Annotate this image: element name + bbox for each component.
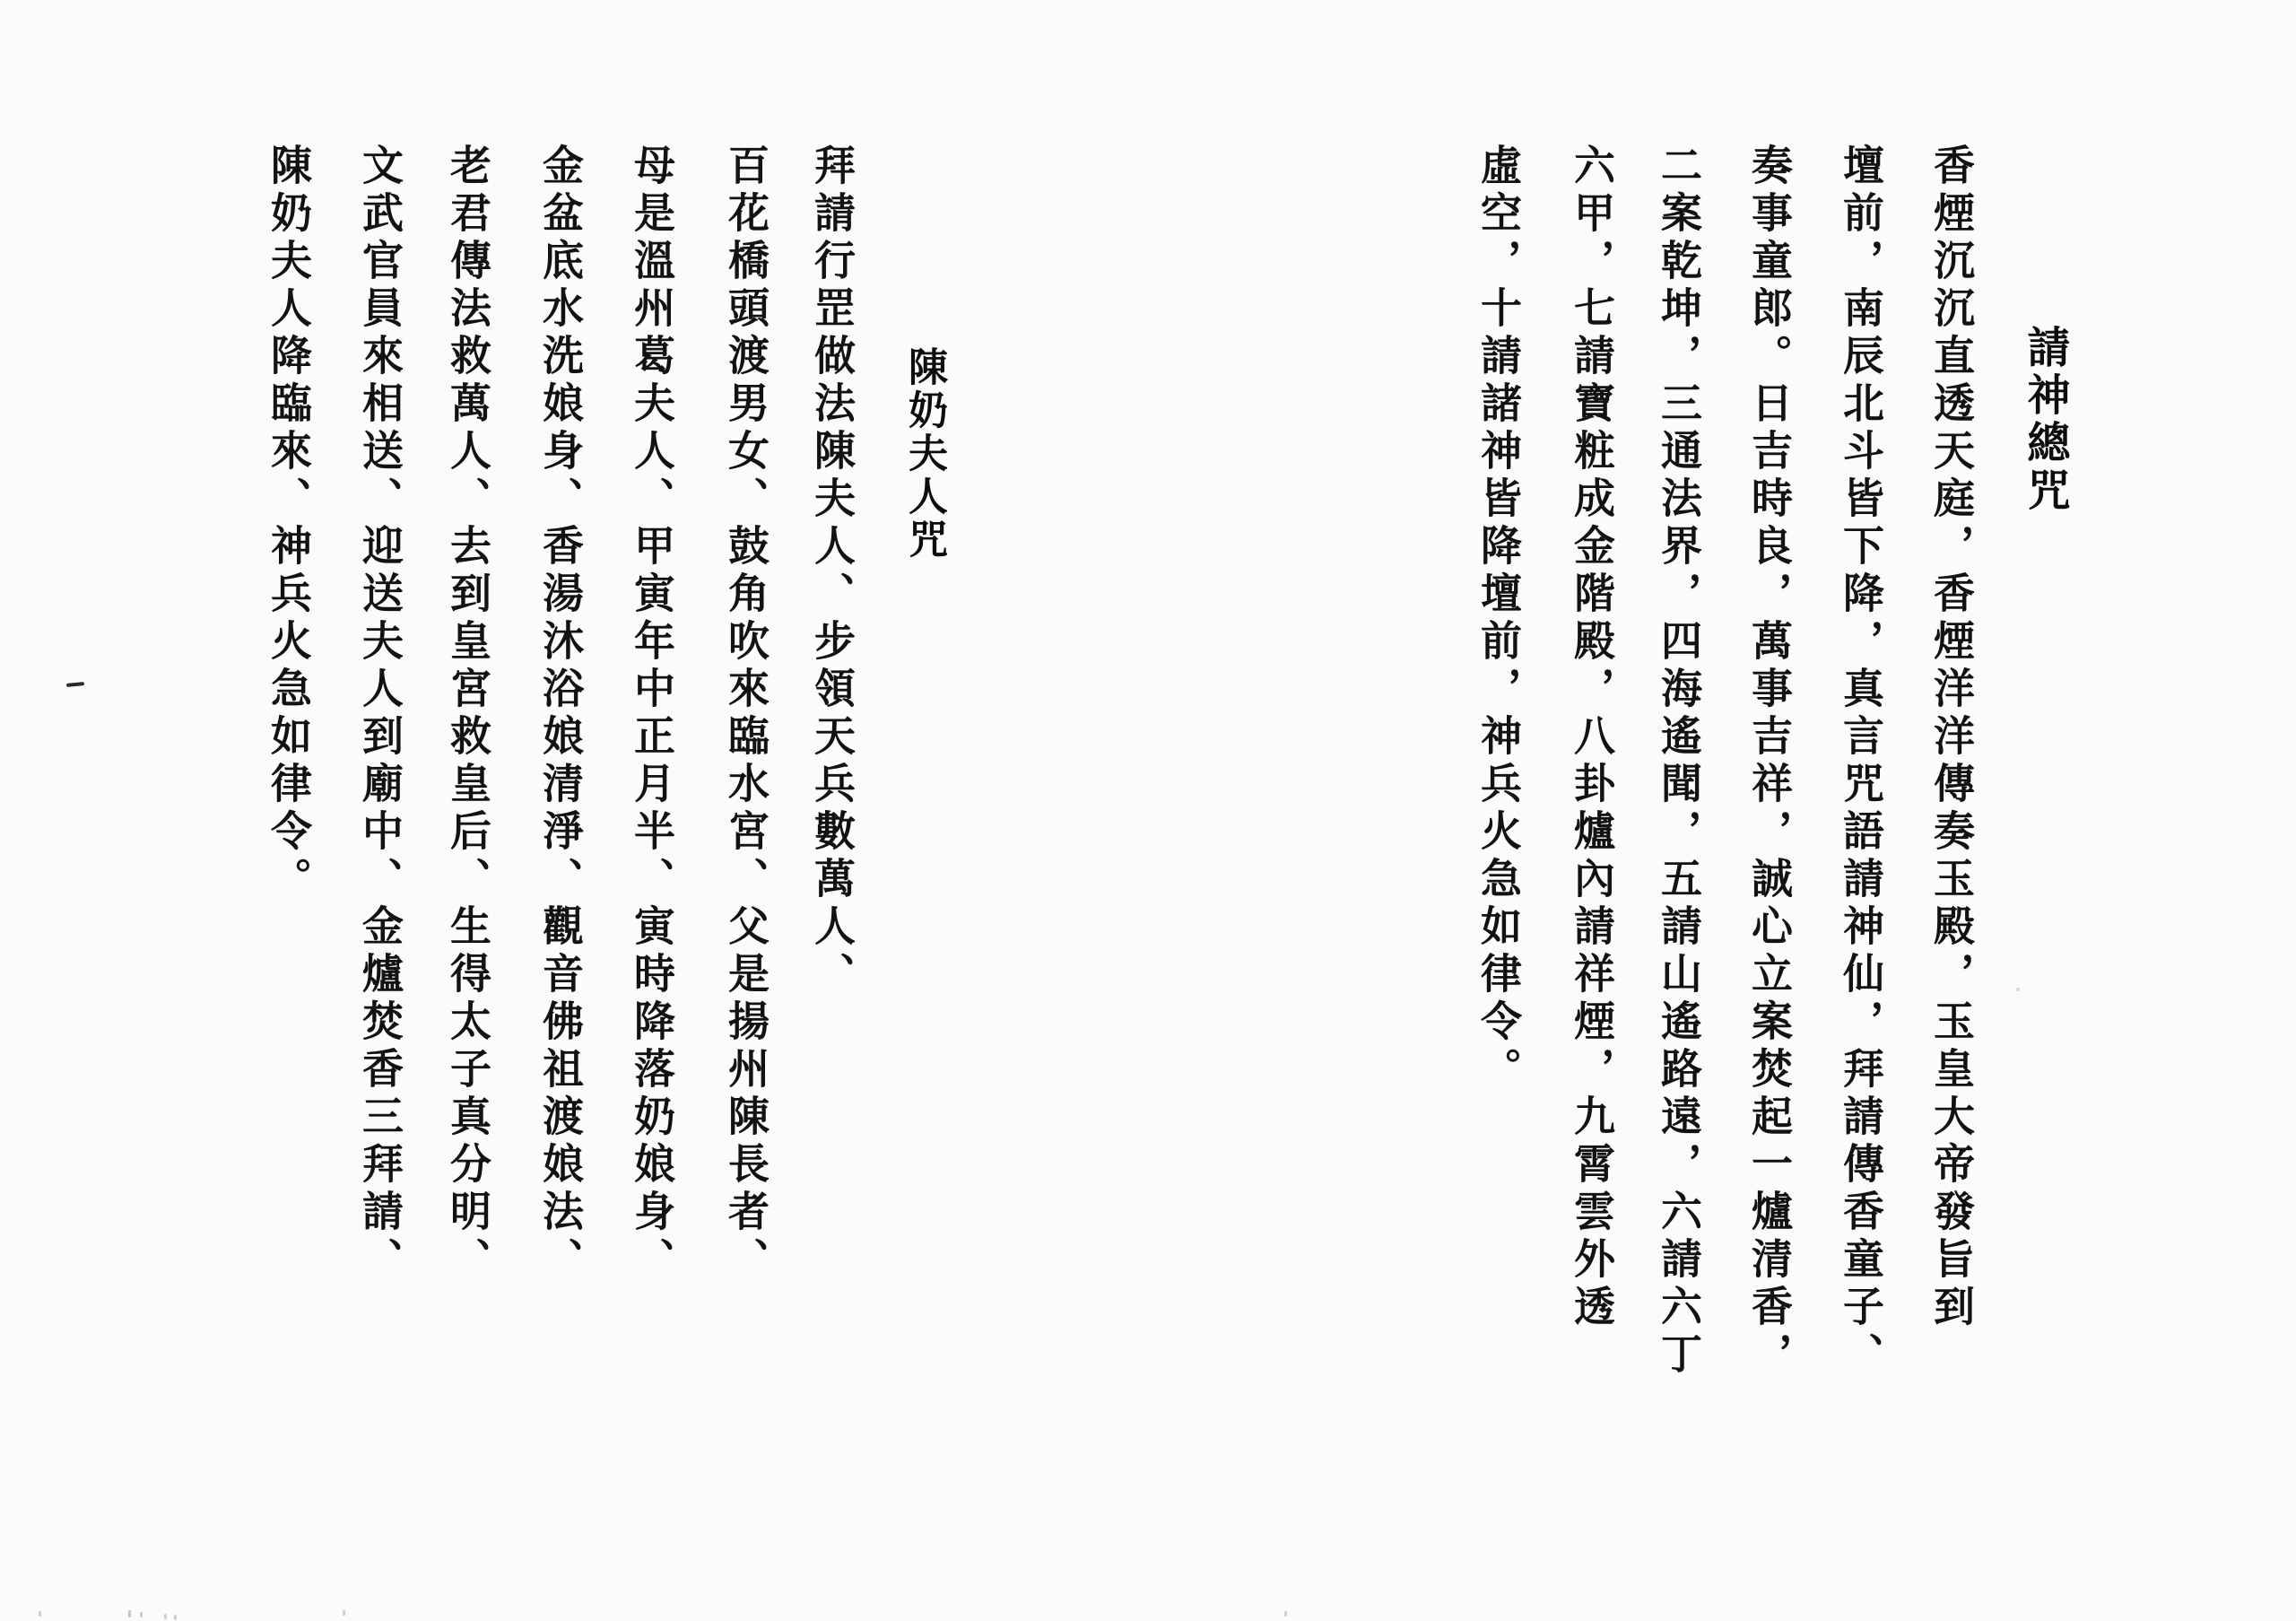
left-page-column-6: 文武官員來相送、迎送夫人到廟中、金爐焚香三拜請、 [356, 144, 404, 1285]
scan-speckle [343, 1610, 345, 1616]
scan-speckle [128, 1610, 131, 1617]
left-page-column-7: 陳奶夫人降臨來、神兵火急如律令。 [265, 144, 313, 904]
right-page-column-1: 香煙沉沉直透天庭，香煙洋洋傳奏玉殿，玉皇大帝發旨到 [1927, 144, 1976, 1332]
left-page-column-2: 百花橋頭渡男女、鼓角吹來臨水宮、父是揚州陳長者、 [722, 144, 770, 1285]
right-page-column-3: 奏事童郎。日吉時良，萬事吉祥，誠心立案焚起一爐清香， [1745, 144, 1794, 1380]
scan-dash-artifact [66, 682, 84, 687]
left-page-column-4: 金盆底水洗娘身、香湯沐浴娘清淨、觀音佛祖渡娘法、 [536, 144, 585, 1285]
right-page-column-5: 六甲，七請寶粧成金階殿，八卦爐內請祥煙，九霄雲外透 [1568, 144, 1616, 1332]
scan-speckle [164, 1614, 167, 1619]
left-page-column-5: 老君傳法救萬人、去到皇宮救皇后、生得太子真分明、 [444, 144, 492, 1285]
scan-speckle [2016, 988, 2020, 991]
left-page-column-1: 拜請行罡做法陳夫人、步領天兵數萬人、 [808, 144, 857, 999]
scan-speckle [140, 1612, 143, 1617]
left-page-title: 陳奶夫人咒 [901, 346, 947, 562]
right-page-column-6: 虛空，十請諸神皆降壇前，神兵火急如律令。 [1474, 144, 1523, 1094]
right-page-title: 請神總咒 [2020, 325, 2070, 515]
scan-speckle [39, 1611, 41, 1617]
scan-speckle [1284, 1611, 1287, 1617]
scan-speckle [174, 1615, 177, 1620]
left-page-column-3: 母是溫州葛夫人、甲寅年中正月半、寅時降落奶娘身、 [628, 144, 676, 1285]
right-page-column-4: 二案乾坤，三通法界，四海遙聞，五請山遙路遠，六請六丁 [1655, 144, 1703, 1380]
right-page-column-2: 壇前，南辰北斗皆下降，真言咒語請神仙，拜請傳香童子、 [1837, 144, 1885, 1380]
